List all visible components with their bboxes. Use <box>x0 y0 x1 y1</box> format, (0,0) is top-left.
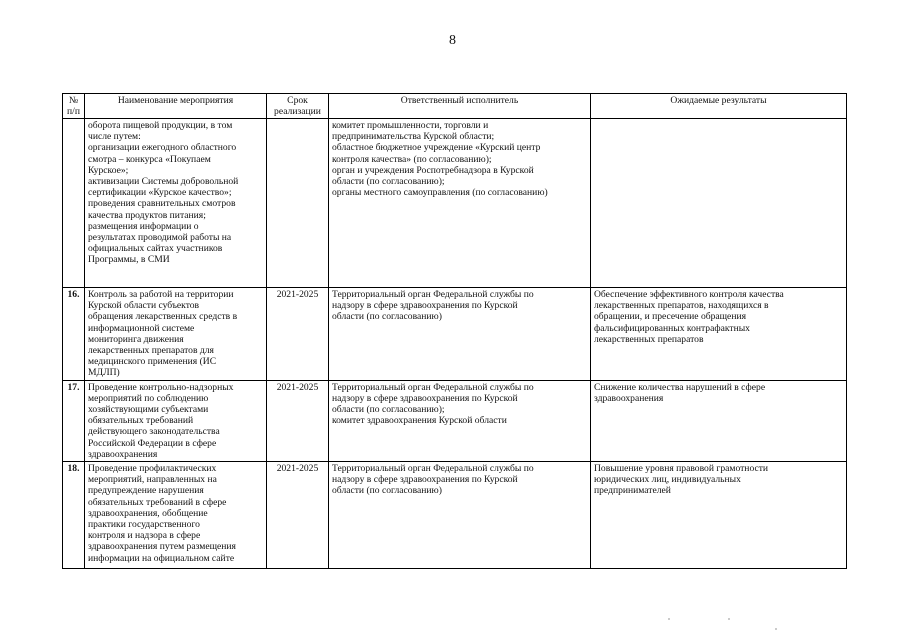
measure-name-line: Проведение контрольно-надзорных <box>88 381 234 393</box>
measure-name-line: активизации Системы добровольной <box>88 176 239 188</box>
measure-name-line: Российской Федерации в сфере <box>88 437 217 449</box>
expected-results-line: здравоохранения <box>594 392 664 404</box>
implementation-term <box>267 119 329 288</box>
header-term-line: Срок <box>287 95 308 106</box>
header-term <box>267 94 329 119</box>
scan-speck <box>728 618 730 620</box>
expected-results-line: лекарственных препаратов, находящихся в <box>594 300 769 312</box>
expected-results-line: обращении, и пресечение обращения <box>594 311 747 323</box>
responsible-executor-line: области (по согласованию); <box>332 176 445 188</box>
measure-name-line: оборота пищевой продукции, в том <box>88 120 233 131</box>
responsible-executor-line: Территориальный орган Федеральной службы по <box>332 381 534 393</box>
measure-name-line: обращения лекарственных средств в <box>88 311 238 323</box>
header-num <box>63 94 85 119</box>
measure-name-line: мониторинга движения <box>88 333 184 345</box>
scan-speck <box>775 628 777 630</box>
responsible-executor-line: надзору в сфере здравоохранения по Курской <box>332 474 518 486</box>
measure-name-line: числе путем: <box>88 131 141 143</box>
measure-name-line: контроля и надзора в сфере <box>88 530 201 542</box>
row-number: 17. <box>63 380 85 461</box>
responsible-executor-line: Территориальный орган Федеральной службы по <box>332 463 534 475</box>
measure-name <box>85 380 267 461</box>
row-number: 18. <box>63 462 85 569</box>
table-row <box>63 119 847 288</box>
measure-name-line: обязательных требований в сфере <box>88 496 227 508</box>
header-num-line: п/п <box>67 106 80 117</box>
measure-name-line: практики государственного <box>88 519 200 531</box>
measure-name-line: здравоохранения, обобщение <box>88 507 208 519</box>
row-number: 16. <box>63 288 85 381</box>
header-name: Наименование мероприятия <box>85 94 267 119</box>
measure-name-line: обязательных требований <box>88 415 194 427</box>
expected-results <box>591 119 847 288</box>
header-num-line: № <box>68 95 79 106</box>
expected-results <box>591 288 847 381</box>
table-row <box>63 380 847 461</box>
measure-name-line: Курской области субъектов <box>88 300 200 312</box>
measure-name-line: здравоохранения путем размещения <box>88 541 236 553</box>
measure-name-line: хозяйствующими субъектами <box>88 404 209 416</box>
table-row <box>63 288 847 381</box>
measure-name-line: проведения сравнительных смотров <box>88 198 236 210</box>
measure-name <box>85 462 267 569</box>
responsible-executor-line: области (по согласованию); <box>332 404 445 416</box>
header-results: Ожидаемые результаты <box>591 94 847 119</box>
responsible-executor-line: предпринимательства Курской области; <box>332 131 495 143</box>
measure-name-line: мероприятий, направленных на <box>88 474 217 486</box>
row-number <box>63 119 85 288</box>
measure-name-line: МДЛП) <box>88 367 120 379</box>
table-header-row <box>63 94 847 119</box>
responsible-executor-line: органы местного самоуправления (по согласованию) <box>332 187 548 199</box>
responsible-executor <box>329 288 591 381</box>
measure-name-line: Программы, в СМИ <box>88 254 170 266</box>
expected-results-line: Обеспечение эффективного контроля качества <box>594 289 784 300</box>
responsible-executor-line: контроля качества» (по согласованию); <box>332 153 492 165</box>
measure-name-line: официальных сайтах участников <box>88 243 223 255</box>
measures-table <box>62 93 847 569</box>
measure-name-line: организации ежегодного областного <box>88 142 237 154</box>
expected-results-line: юридических лиц, индивидуальных <box>594 474 741 486</box>
header-executor: Ответственный исполнитель <box>329 94 591 119</box>
measure-name <box>85 119 267 288</box>
expected-results <box>591 462 847 569</box>
implementation-term: 2021-2025 <box>267 462 329 569</box>
measure-name-line: предупреждение нарушения <box>88 485 204 497</box>
measure-name-line: информационной системе <box>88 322 195 334</box>
measure-name-line: медицинского применения (ИС <box>88 356 217 368</box>
measure-name <box>85 288 267 381</box>
measure-name-line: мероприятий по соблюдению <box>88 392 209 404</box>
expected-results-line: Снижение количества нарушений в сфере <box>594 381 766 393</box>
responsible-executor <box>329 380 591 461</box>
expected-results-line: Повышение уровня правовой грамотности <box>594 463 769 475</box>
measure-name-line: размещения информации о <box>88 220 199 232</box>
expected-results <box>591 380 847 461</box>
responsible-executor-line: комитет здравоохранения Курской области <box>332 415 507 427</box>
responsible-executor-line: комитет промышленности, торговли и <box>332 120 489 131</box>
measure-name-line: действующего законодательства <box>88 426 220 438</box>
header-term-line: реализации <box>274 106 321 117</box>
implementation-term: 2021-2025 <box>267 380 329 461</box>
scan-speck <box>668 618 670 620</box>
implementation-term: 2021-2025 <box>267 288 329 381</box>
measure-name-line: Проведение профилактических <box>88 463 217 475</box>
responsible-executor-line: области (по согласованию) <box>332 485 442 497</box>
expected-results-line: лекарственных препаратов <box>594 333 704 345</box>
measure-name-line: здравоохранения <box>88 448 158 460</box>
measure-name-line: информации на официальном сайте <box>88 552 235 564</box>
responsible-executor <box>329 462 591 569</box>
responsible-executor-line: надзору в сфере здравоохранения по Курской <box>332 300 518 312</box>
measure-name-line: сертификации «Курское качество»; <box>88 187 232 199</box>
expected-results-line: предпринимателей <box>594 485 671 497</box>
measure-name-line: Курское»; <box>88 164 129 176</box>
responsible-executor <box>329 119 591 288</box>
measure-name-line: Контроль за работой на территории <box>88 289 234 300</box>
page-number: 8 <box>449 33 456 48</box>
responsible-executor-line: Территориальный орган Федеральной службы по <box>332 289 534 300</box>
measure-name-line: качества продуктов питания; <box>88 209 206 221</box>
measure-name-line: смотра – конкурса «Покупаем <box>88 153 211 165</box>
responsible-executor-line: областное бюджетное учреждение «Курский центр <box>332 142 541 154</box>
measure-name-line: результатах проводимой работы на <box>88 232 232 244</box>
responsible-executor-line: надзору в сфере здравоохранения по Курской <box>332 392 518 404</box>
measure-name-line: лекарственных препаратов для <box>88 345 214 357</box>
responsible-executor-line: орган и учреждения Роспотребнадзора в Курской <box>332 164 534 176</box>
table-body <box>63 119 847 569</box>
table-row <box>63 462 847 569</box>
responsible-executor-line: области (по согласованию) <box>332 311 442 323</box>
expected-results-line: фальсифицированных контрафактных <box>594 322 750 334</box>
